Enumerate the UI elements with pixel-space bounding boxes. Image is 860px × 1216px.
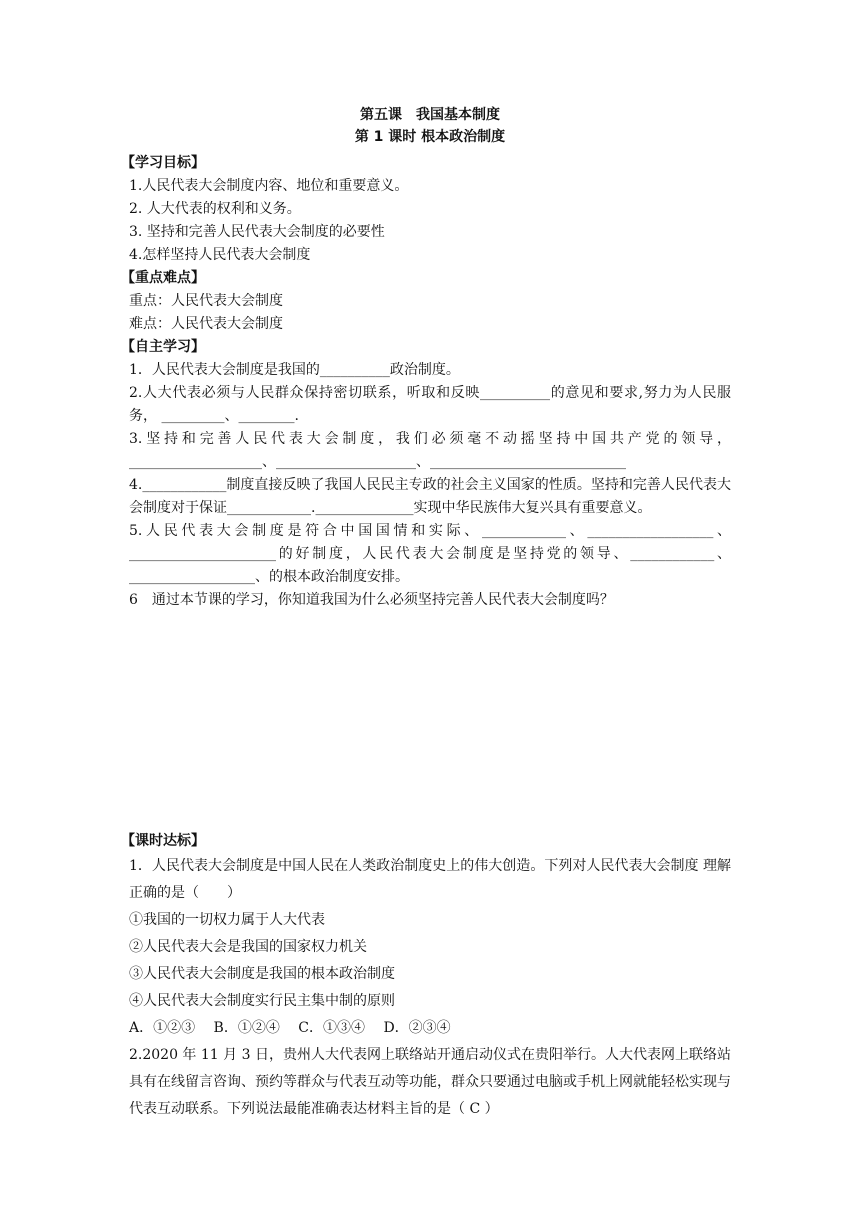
keypoint-item: 重点：人民代表大会制度 — [129, 293, 283, 309]
selfstudy-item: 2.人大代表必须与人民群众保持密切联系，听取和反映__________的意见和要求,努力为人民服务， _________、________. — [129, 385, 731, 424]
selfstudy-item: 4.____________制度直接反映了我国人民民主专政的社会主义国家的性质。坚持和完善人民代表大会制度对于保证____________.______________实现中华民族伟大复兴具有重要意义。 — [129, 477, 731, 516]
objective-item: 4.怎样坚持人民代表大会制度 — [129, 247, 311, 263]
objectives-section — [121, 152, 731, 612]
selfstudy-item: 3.坚持和完善人民代表大会制度，我们必须毫不动摇坚持中国共产党的领导，___________________、____________________、____________________________ — [129, 431, 731, 470]
objective-item: 1.人民代表大会制度内容、地位和重要意义。 — [129, 178, 409, 194]
practice-section — [121, 830, 731, 1123]
question-1-option: ④人民代表大会制度实行民主集中制的原则 — [129, 993, 395, 1009]
selfstudy-heading: 【自主学习】 — [121, 339, 205, 355]
question-1-stem: 1．人民代表大会制度是中国人民在人类政治制度史上的伟大创造。下列对人民代表大会制度 理解正确的是（ ） — [129, 858, 731, 901]
selfstudy-item: 5.人民代表大会制度是符合中国国情和实际、____________、__________________、_____________________的好制度，人民代表大会制度是坚持党的领导、____________、__________________、的根本政治制度安排。 — [129, 523, 731, 585]
question-1-choices: A．①②③ B．①②④ C．①③④ D．②③④ — [129, 1020, 451, 1036]
selfstudy-item: 6 通过本节课的学习，你知道我国为什么必须坚持完善人民代表大会制度吗？ — [129, 592, 614, 608]
lesson-subtitle: 第 1 课时 根本政治制度 — [354, 129, 506, 145]
question-1-option: ①我国的一切权力属于人大代表 — [129, 912, 325, 928]
question-1-option: ②人民代表大会是我国的国家权力机关 — [129, 939, 367, 955]
question-2-stem: 2.2020 年 11 月 3 日，贵州人大代表网上联络站开通启动仪式在贵阳举行。人大代表网上联络站具有在线留言咨询、预约等群众与代表互动等功能，群众只要通过电脑或手机上网就能轻松实现与代表互动联系。下列说法最能准确表达材料主旨的是（ C ） — [129, 1047, 731, 1117]
keypoint-item: 难点：人民代表大会制度 — [129, 316, 283, 332]
objectives-heading: 【学习目标】 — [121, 155, 205, 171]
lesson-title: 第五课 我国基本制度 — [360, 107, 500, 123]
objective-item: 3. 坚持和完善人民代表大会制度的必要性 — [129, 224, 385, 240]
keypoints-heading: 【重点难点】 — [121, 270, 205, 286]
question-1-option: ③人民代表大会制度是我国的根本政治制度 — [129, 966, 395, 982]
lesson-header — [129, 104, 731, 148]
selfstudy-item: 1．人民代表大会制度是我国的__________政治制度。 — [129, 362, 460, 378]
objective-item: 2. 人大代表的权利和义务。 — [129, 201, 301, 217]
practice-heading: 【课时达标】 — [121, 833, 205, 849]
